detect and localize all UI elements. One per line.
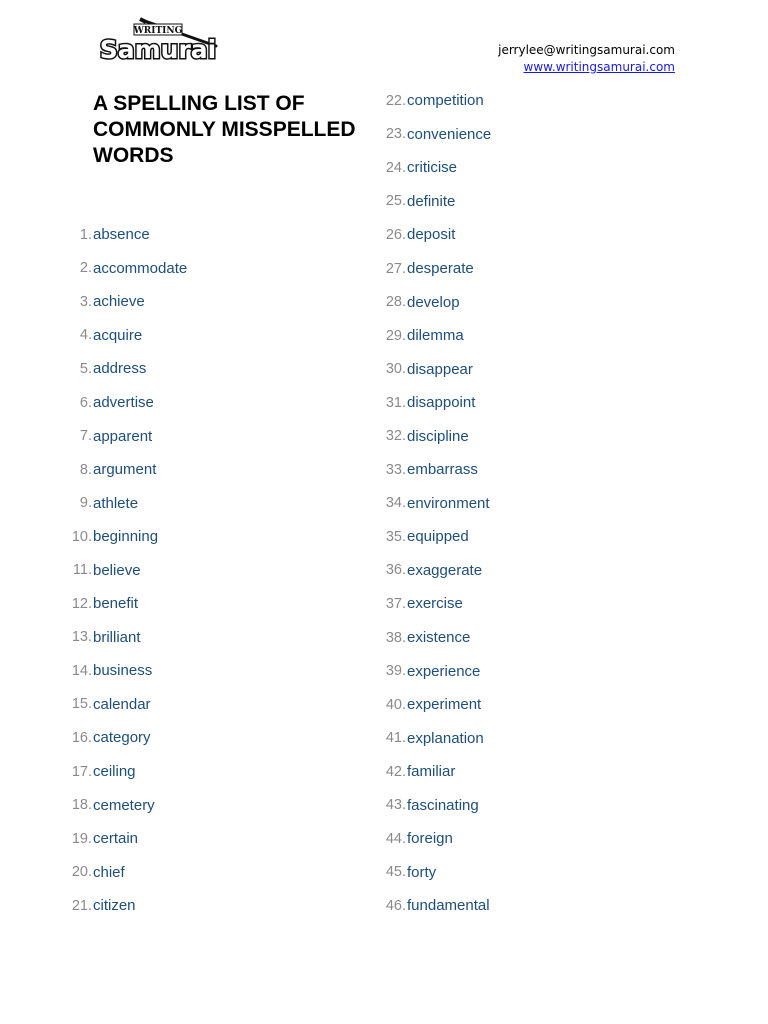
list-item <box>382 587 491 621</box>
list-item <box>382 621 491 655</box>
svg-text:Samurai: Samurai <box>99 35 217 64</box>
item-number: 32. <box>385 428 406 445</box>
item-number: 8. <box>79 461 92 478</box>
list-item <box>68 486 187 520</box>
list-item <box>68 654 187 688</box>
item-word: believe <box>93 561 141 579</box>
item-number: 10. <box>71 528 92 545</box>
item-number: 46. <box>385 897 406 914</box>
item-word: brilliant <box>93 628 141 646</box>
item-word: dilemma <box>407 327 464 345</box>
list-item <box>382 386 491 420</box>
list-item <box>382 352 491 386</box>
list-item <box>382 755 491 789</box>
item-number: 7. <box>79 428 92 445</box>
item-number: 31. <box>385 394 406 411</box>
list-item <box>382 419 491 453</box>
item-word: criticise <box>407 159 458 177</box>
item-word: desperate <box>407 260 474 277</box>
item-number: 45. <box>385 864 406 881</box>
item-number: 1. <box>79 226 92 243</box>
item-word: exercise <box>407 595 463 613</box>
item-word: accommodate <box>93 259 188 277</box>
item-number: 14. <box>71 662 92 679</box>
item-word: business <box>93 662 153 680</box>
item-word: calendar <box>93 695 151 713</box>
list-item <box>68 855 187 889</box>
item-word: familiar <box>407 763 456 781</box>
item-number: 5. <box>79 360 92 377</box>
item-number: 42. <box>385 763 406 780</box>
item-number: 33. <box>385 461 406 478</box>
item-number: 37. <box>385 595 406 612</box>
list-item <box>68 218 187 252</box>
item-number: 21. <box>71 897 92 914</box>
list-item <box>68 688 187 722</box>
writing-samurai-logo <box>96 16 222 66</box>
item-number: 6. <box>79 394 92 411</box>
item-number: 35. <box>385 528 406 545</box>
word-list-right <box>382 84 491 923</box>
item-word: fundamental <box>407 897 490 915</box>
contact-email: jerrylee@writingsamurai.com <box>498 43 675 57</box>
item-word: discipline <box>407 427 469 445</box>
item-word: fascinating <box>407 796 479 814</box>
list-item <box>68 721 187 755</box>
item-number: 22. <box>385 92 406 109</box>
item-number: 18. <box>71 797 92 814</box>
list-item <box>382 688 491 722</box>
item-number: 29. <box>385 327 406 344</box>
list-item <box>382 185 491 219</box>
list-item <box>382 84 491 118</box>
list-item <box>68 352 187 386</box>
list-item <box>382 453 491 487</box>
item-number: 36. <box>385 562 406 579</box>
list-item <box>382 151 491 185</box>
list-item <box>382 654 491 688</box>
item-word: explanation <box>407 729 484 747</box>
item-number: 11. <box>72 562 92 579</box>
list-item <box>68 319 187 353</box>
item-word: embarrass <box>407 461 478 479</box>
item-word: beginning <box>93 528 159 546</box>
list-item <box>382 856 491 890</box>
list-item <box>382 285 491 319</box>
item-number: 16. <box>71 729 92 746</box>
list-item <box>382 218 491 252</box>
contact-info <box>498 42 675 76</box>
list-item <box>68 621 187 655</box>
word-list-left <box>68 218 187 922</box>
list-item <box>68 889 187 923</box>
item-word: achieve <box>93 293 145 311</box>
item-number: 24. <box>385 159 406 176</box>
list-item <box>68 822 187 856</box>
item-word: equipped <box>407 528 469 546</box>
list-item <box>382 788 491 822</box>
list-item <box>68 386 187 420</box>
item-word: advertise <box>93 394 154 411</box>
list-item <box>382 487 491 521</box>
item-word: benefit <box>93 595 139 613</box>
item-word: experience <box>407 662 481 680</box>
item-word: definite <box>407 192 456 210</box>
item-number: 27. <box>385 260 406 277</box>
item-word: environment <box>407 494 490 512</box>
item-number: 23. <box>385 126 406 143</box>
list-item <box>68 520 187 554</box>
item-word: absence <box>93 226 150 244</box>
item-word: competition <box>407 92 484 110</box>
item-number: 39. <box>385 663 406 680</box>
list-item <box>68 285 187 319</box>
list-item <box>382 319 491 353</box>
item-word: ceiling <box>93 763 136 781</box>
list-item <box>68 587 187 621</box>
item-word: apparent <box>93 427 153 445</box>
item-number: 15. <box>71 696 92 713</box>
item-word: address <box>93 360 147 378</box>
item-word: argument <box>93 461 157 479</box>
item-number: 9. <box>79 495 92 512</box>
item-number: 19. <box>71 830 92 847</box>
list-item <box>382 554 491 588</box>
item-number: 13. <box>71 629 92 646</box>
list-item <box>382 721 491 755</box>
logo-graphic <box>96 16 222 66</box>
list-item <box>382 822 491 856</box>
item-word: existence <box>407 629 471 647</box>
item-word: cemetery <box>93 796 155 814</box>
item-word: convenience <box>407 125 492 143</box>
svg-text:WRITING: WRITING <box>133 26 183 36</box>
list-item <box>382 520 491 554</box>
list-item <box>68 755 187 789</box>
item-word: category <box>93 729 151 747</box>
item-number: 17. <box>71 763 92 780</box>
item-word: disappoint <box>407 394 476 412</box>
item-number: 43. <box>385 797 406 814</box>
item-number: 25. <box>385 193 406 210</box>
item-number: 40. <box>385 696 406 713</box>
item-word: experiment <box>407 696 482 714</box>
item-word: forty <box>407 863 437 881</box>
item-number: 2. <box>79 260 92 277</box>
list-item <box>68 788 187 822</box>
list-item <box>68 252 187 286</box>
item-number: 44. <box>385 830 406 847</box>
item-number: 34. <box>385 495 406 512</box>
item-word: acquire <box>93 326 143 344</box>
item-number: 38. <box>385 629 406 646</box>
item-word: develop <box>407 293 460 311</box>
item-number: 20. <box>71 864 92 881</box>
list-item <box>68 453 187 487</box>
item-word: foreign <box>407 830 453 848</box>
item-word: exaggerate <box>407 561 483 579</box>
item-number: 26. <box>385 226 406 243</box>
item-number: 3. <box>79 293 92 310</box>
list-item <box>382 252 491 286</box>
item-word: deposit <box>407 226 456 244</box>
item-word: citizen <box>93 897 136 915</box>
item-word: athlete <box>93 494 139 512</box>
list-item <box>382 118 491 152</box>
item-number: 4. <box>79 327 92 344</box>
website-link[interactable]: www.writingsamurai.com <box>523 60 675 74</box>
list-item <box>68 419 187 453</box>
item-word: disappear <box>407 360 473 378</box>
list-item <box>68 553 187 587</box>
item-word: certain <box>93 830 139 848</box>
item-number: 41. <box>385 730 406 747</box>
list-item <box>382 889 491 923</box>
item-number: 30. <box>385 361 406 378</box>
item-number: 28. <box>385 294 406 311</box>
item-number: 12. <box>71 595 92 612</box>
page-title: A SPELLING LIST OF COMMONLY MISSPELLED WORDS <box>93 92 356 167</box>
item-word: chief <box>93 863 125 881</box>
